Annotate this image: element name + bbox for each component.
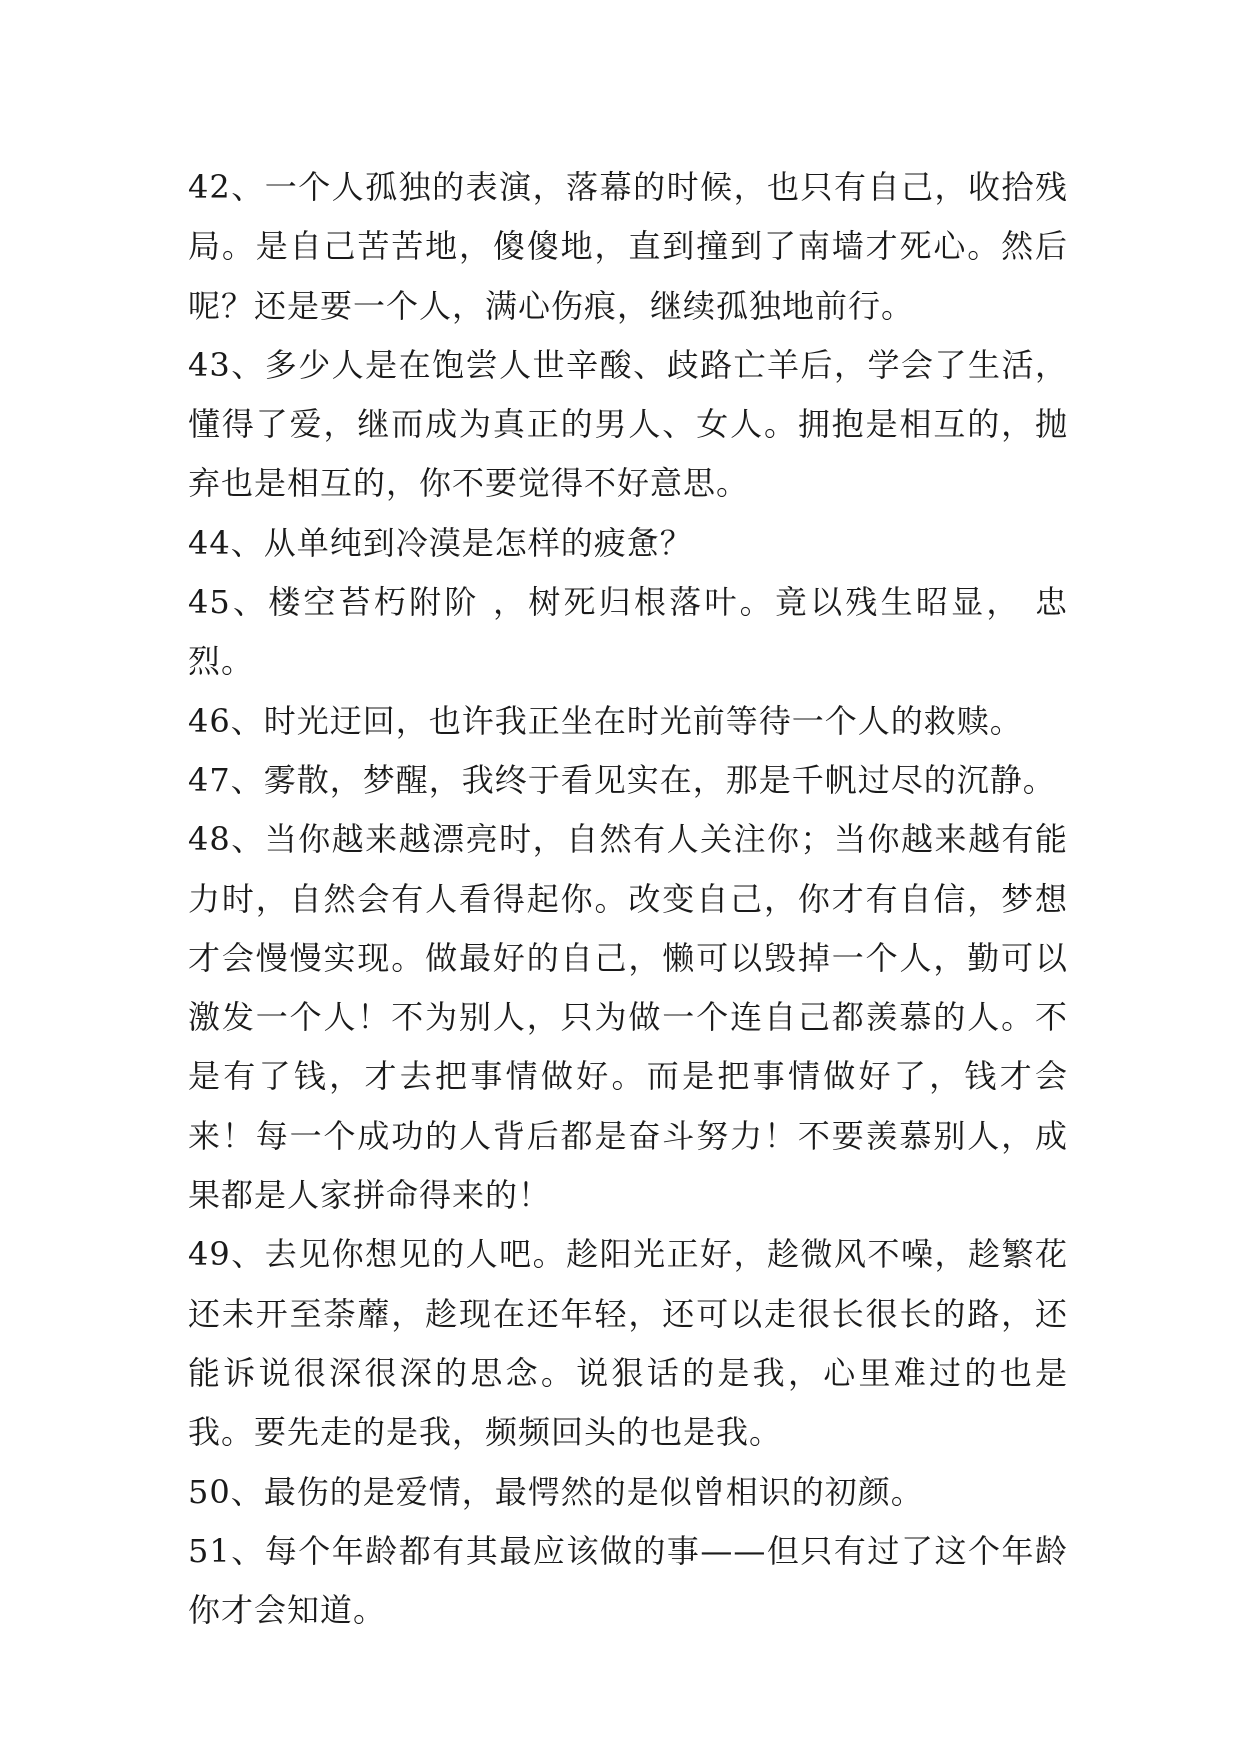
paragraph-45: 45、楼空苔朽附阶 ，树死归根落叶。竟以残生昭显， 忠烈。 xyxy=(188,583,1068,681)
paragraph-47: 47、雾散，梦醒，我终于看见实在，那是千帆过尽的沉静。 xyxy=(188,760,1056,799)
paragraph-50: 50、最伤的是爱情，最愕然的是似曾相识的初颜。 xyxy=(188,1472,924,1511)
paragraph-42: 42、一个人孤独的表演，落幕的时候，也只有自己，收拾残局。是自己苦苦地，傻傻地，直到撞到了南墙才死心。然后呢？还是要一个人，满心伤痕，继续孤独地前行。 xyxy=(188,168,1068,325)
paragraph-46: 46、时光迂回，也许我正坐在时光前等待一个人的救赎。 xyxy=(188,701,1023,740)
paragraph-43: 43、多少人是在饱尝人世辛酸、歧路亡羊后，学会了生活，懂得了爱，继而成为真正的男人、女人。拥抱是相互的，抛弃也是相互的，你不要觉得不好意思。 xyxy=(188,345,1068,503)
paragraph-44: 44、从单纯到冷漠是怎样的疲惫？ xyxy=(188,523,693,562)
document-body xyxy=(188,158,1068,1640)
paragraph-48: 48、当你越来越漂亮时，自然有人关注你；当你越来越有能力时，自然会有人看得起你。改变自己，你才有自信，梦想才会慢慢实现。做最好的自己，懒可以毁掉一个人，勤可以激发一个人！不为别人，只为做一个连自己都羡慕的人。不是有了钱，才去把事情做好。而是把事情做好了，钱才会来！每一个成功的人背后都是奋斗努力！不要羡慕别人，成果都是人家拼命得来的！ xyxy=(188,820,1068,1215)
paragraph-49: 49、去见你想见的人吧。趁阳光正好，趁微风不噪，趁繁花还未开至荼蘼，趁现在还年轻，还可以走很长很长的路，还能诉说很深很深的思念。说狠话的是我，心里难过的也是我。要先走的是我，频频回头的也是我。 xyxy=(188,1235,1068,1452)
paragraph-51: 51、每个年龄都有其最应该做的事——但只有过了这个年龄你才会知道。 xyxy=(188,1531,1068,1630)
